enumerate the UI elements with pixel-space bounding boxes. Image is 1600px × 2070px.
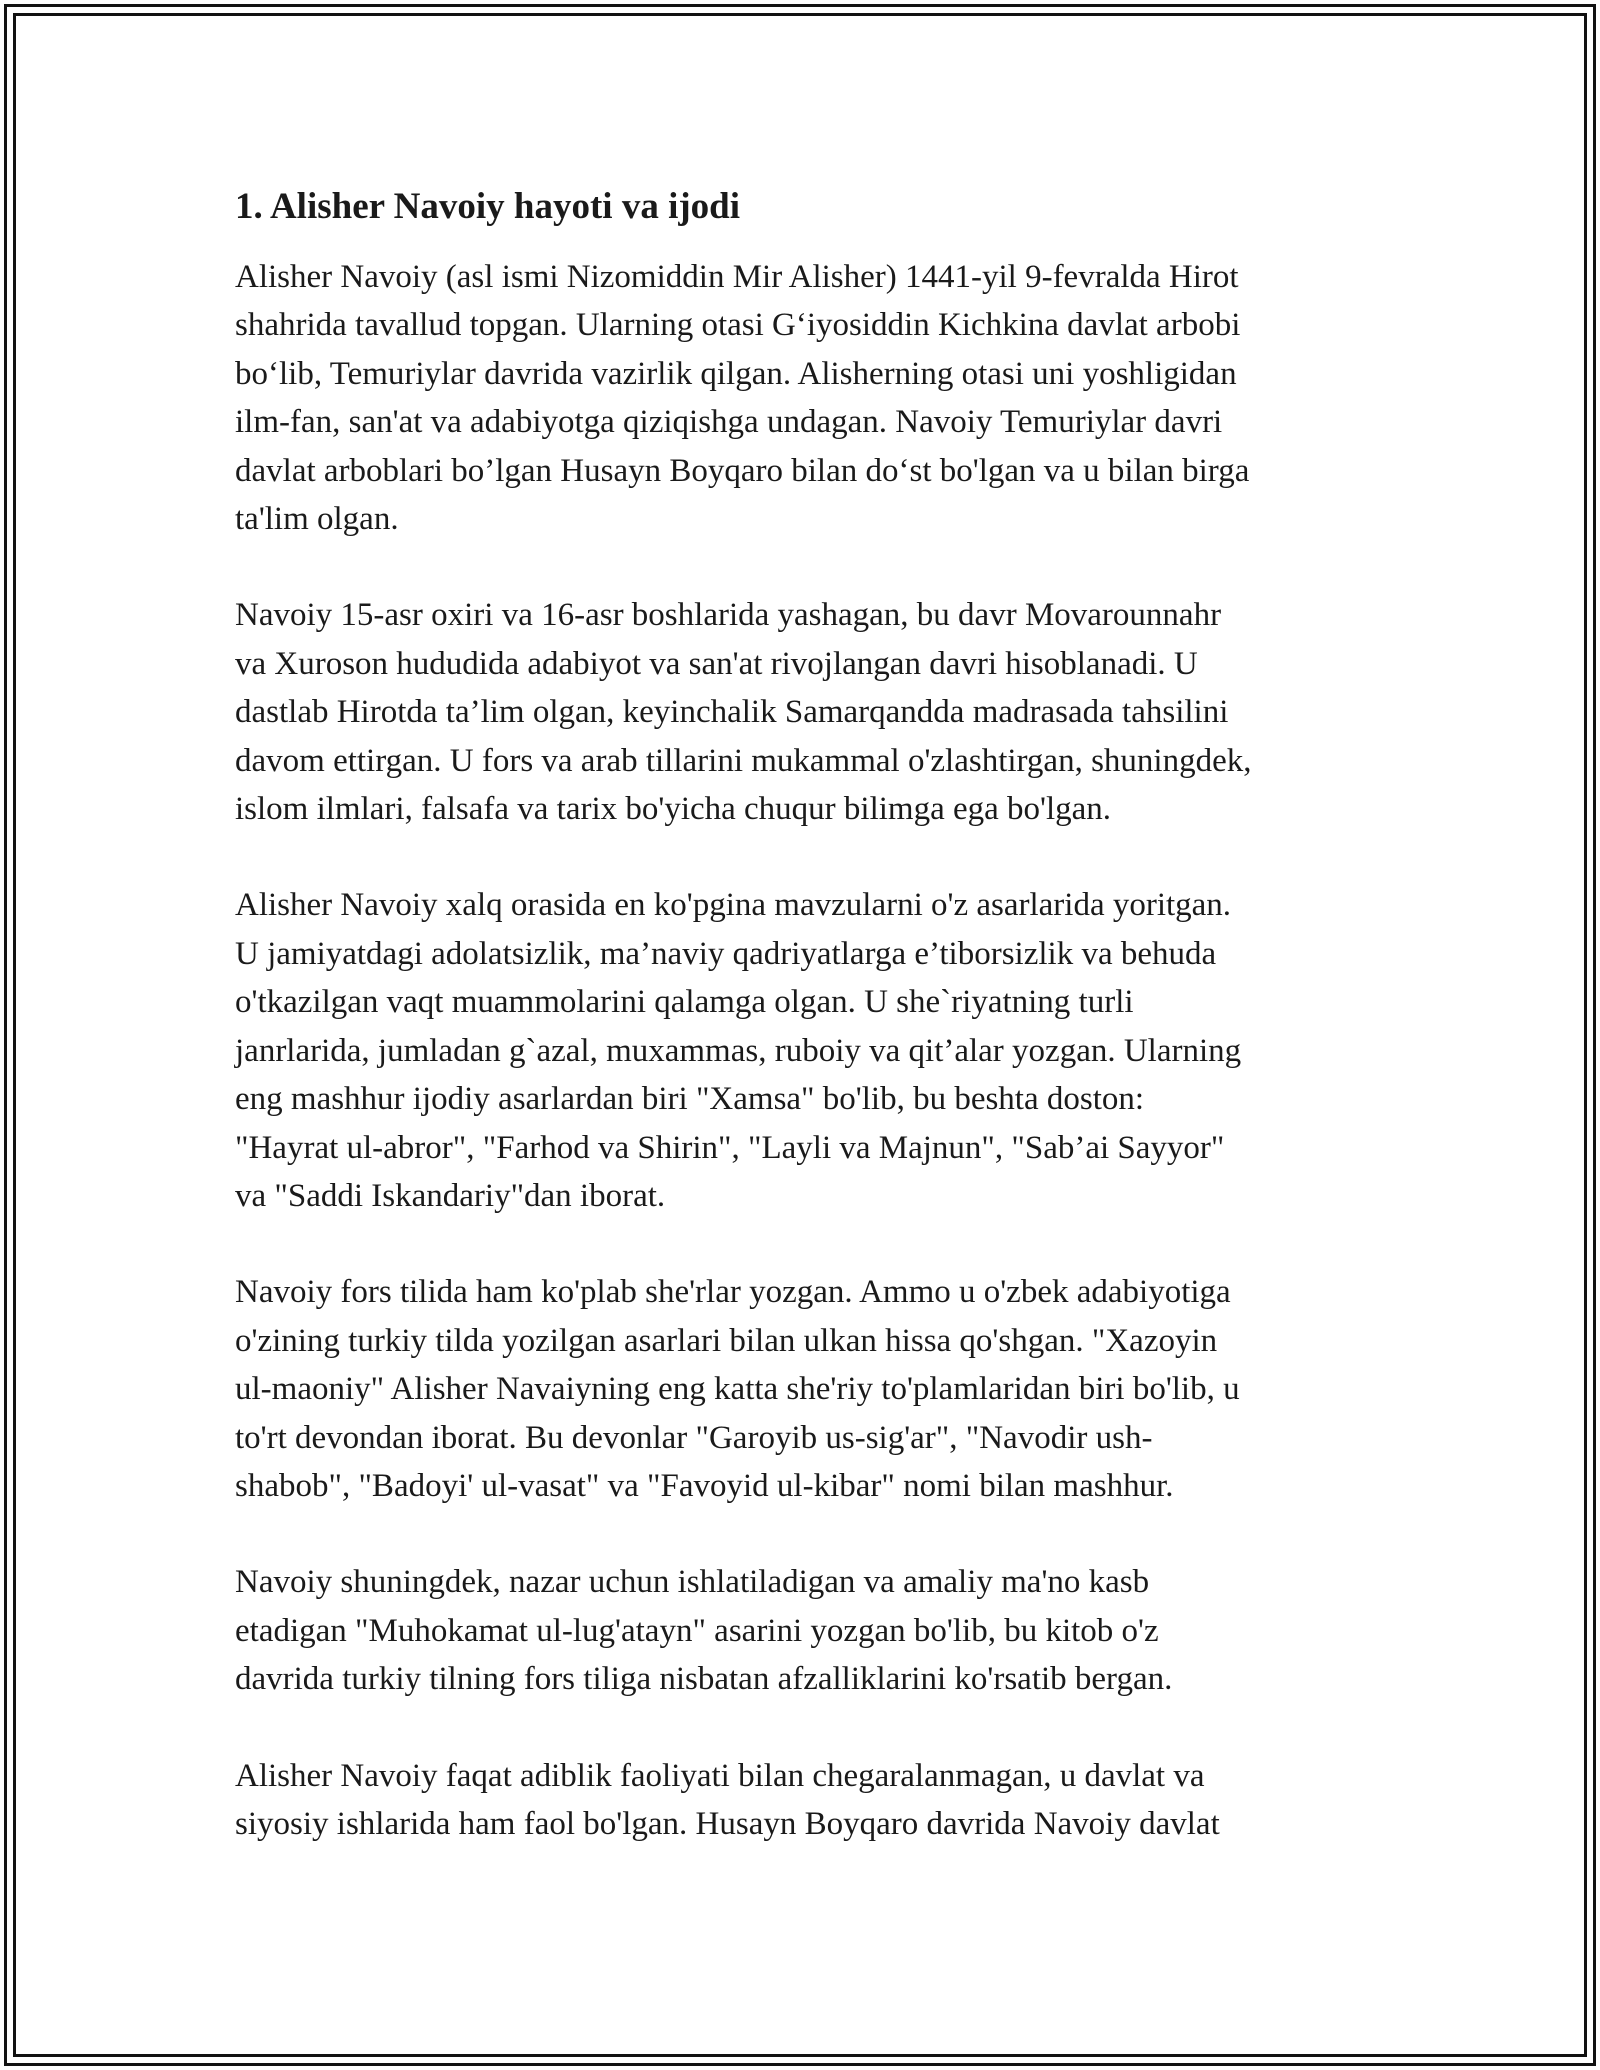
paragraph-4: Navoiy fors tilida ham ko'plab she'rlar yozgan. Ammo u o'zbek adabiyotiga o'zining turkiy tilda yozilgan asarlari bilan ulkan hissa qo'shgan. "Xazoyin ul-maoniy" Alisher Navaiyning eng katta she'riy to'plamlaridan biri bo'lib, u to'rt devondan iborat. Bu devonlar "Garoyib us-sig'ar", "Navodir ush- shabob", "Badoyi' ul-vasat" va "Favoyid ul-kibar" nomi bilan mashhur. [235, 1274, 1240, 1504]
document-body [235, 183, 1385, 1896]
paragraph-6: Alisher Navoiy faqat adiblik faoliyati bilan chegaralanmagan, u davlat va siyosiy ishlarida ham faol bo'lgan. Husayn Boyqaro davrida Navoiy davlat [235, 1757, 1220, 1842]
paragraph-2: Navoiy 15-asr oxiri va 16-asr boshlarida yashagan, bu davr Movarounnahr va Xuroson hududida adabiyot va san'at rivojlangan davri hisoblanadi. U dastlab Hirotda ta’lim olgan, keyinchalik Samarqandda madrasada tahsilini davom ettirgan. U fors va arab tillarini mukammal o'zlashtirgan, shuningdek, islom ilmlari, falsafa va tarix bo'yicha chuqur bilimga ega bo'lgan. [235, 597, 1252, 828]
section-heading: 1. Alisher Navoiy hayoti va ijodi [235, 186, 741, 227]
paragraph-5: Navoiy shuningdek, nazar uchun ishlatiladigan va amaliy ma'no kasb etadigan "Muhokamat ul-lug'atayn" asarini yozgan bo'lib, bu kitob o'z davrida turkiy tilning fors tiliga nisbatan afzalliklarini ko'rsatib bergan. [235, 1564, 1173, 1698]
paragraph-3: Alisher Navoiy xalq orasida en ko'pgina mavzularni o'z asarlarida yoritgan. U jamiyatdagi adolatsizlik, ma’naviy qadriyatlarga e’tiborsizlik va behuda o'tkazilgan vaqt muammolarini qalamga olgan. U she`riyatning turli janrlarida, jumladan g`azal, muxammas, ruboiy va qit’alar yozgan. Ularning eng mashhur ijodiy asarlardan biri "Xamsa" bo'lib, bu beshta doston: "Hayrat ul-abror", "Farhod va Shirin", "Layli va Majnun", "Sab’ai Sayyor" va "Saddi Iskandariy"dan iborat. [235, 887, 1242, 1214]
paragraph-1: Alisher Navoiy (asl ismi Nizomiddin Mir Alisher) 1441-yil 9-fevralda Hirot shahrida tavallud topgan. Ularning otasi G‘iyosiddin Kichkina davlat arbobi bo‘lib, Temuriylar davrida vazirlik qilgan. Alisherning otasi uni yoshligidan ilm-fan, san'at va adabiyotga qiziqishga undagan. Navoiy Temuriylar davri davlat arboblari bo’lgan Husayn Boyqaro bilan do‘st bo'lgan va u bilan birga ta'lim olgan. [235, 259, 1250, 538]
